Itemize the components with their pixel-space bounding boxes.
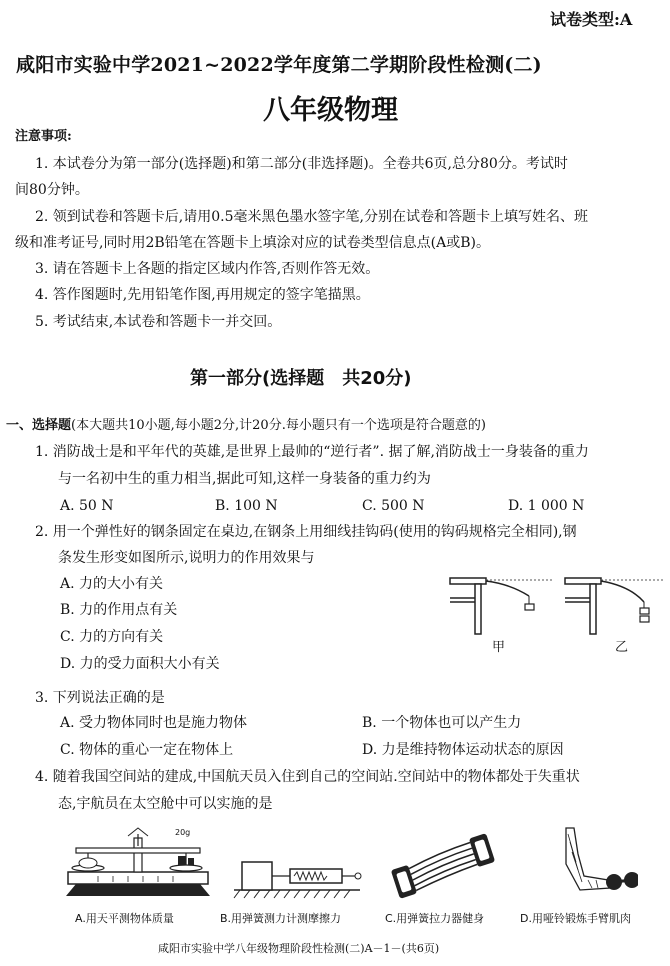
q4-caption-b: B.用弹簧测力计测摩擦力 <box>220 912 342 925</box>
q2-option-a: A. 力的大小有关 <box>60 576 164 592</box>
paper-type-label: 试卷类型:A <box>550 10 633 29</box>
q2-figure-label-yi: 乙 <box>615 640 629 655</box>
q4-caption-c: C.用弹簧拉力器健身 <box>385 912 485 925</box>
note-4: 4. 答作图题时,先用铅笔作图,再用规定的签字笔描黑。 <box>35 287 370 303</box>
exam-title: 咸阳市实验中学2021~2022学年度第二学期阶段性检测(二) <box>16 54 542 76</box>
q4-stem-line-1: 4. 随着我国空间站的建成,中国航天员入住到自己的空间站.空间站中的物体都处于失重状 <box>35 769 580 785</box>
q1-option-d: D. 1 000 N <box>508 498 585 514</box>
q2-option-d: D. 力的受力面积大小有关 <box>60 656 220 672</box>
subject-title: 八年级物理 <box>263 95 398 126</box>
q3-option-c: C. 物体的重心一定在物体上 <box>60 742 234 758</box>
q4-caption-d: D.用哑铃锻炼手臂肌肉 <box>520 912 631 925</box>
q2-figure-yi <box>560 572 670 662</box>
q3-option-a: A. 受力物体同时也是施力物体 <box>60 715 248 731</box>
q3-stem: 3. 下列说法正确的是 <box>35 690 165 706</box>
notes-heading: 注意事项: <box>15 129 72 144</box>
q4-figure-spring-scale <box>232 848 362 903</box>
q2-option-b: B. 力的作用点有关 <box>60 602 178 618</box>
section-label: 一、选择题 <box>6 418 72 433</box>
q4-balance-weight-label: 20g <box>175 828 191 837</box>
note-5: 5. 考试结束,本试卷和答题卡一并交回。 <box>35 314 282 330</box>
q1-stem-line-2: 与一名初中生的重力相当,据此可知,这样一身装备的重力约为 <box>58 471 431 487</box>
part-1-title: 第一部分(选择题 共20分) <box>190 368 412 389</box>
q2-option-c: C. 力的方向有关 <box>60 629 164 645</box>
q4-stem-line-2: 态,宇航员在太空舱中可以实施的是 <box>58 796 273 812</box>
q4-figure-dumbbell <box>548 824 638 904</box>
page-footer: 咸阳市实验中学八年级物理阶段性检测(二)A－1－(共6页) <box>158 942 440 955</box>
q1-option-c: C. 500 N <box>362 498 425 514</box>
q2-figure-jia <box>445 572 555 662</box>
q1-stem-line-1: 1. 消防战士是和平年代的英雄,是世界上最帅的“逆行者”. 据了解,消防战士一身装备的重力 <box>35 444 589 460</box>
q3-option-b: B. 一个物体也可以产生力 <box>362 715 522 731</box>
note-2-line-2: 级和准考证号,同时用2B铅笔在答题卡上填涂对应的试卷类型信息点(A或B)。 <box>15 235 490 251</box>
note-3: 3. 请在答题卡上各题的指定区域内作答,否则作答无效。 <box>35 261 380 277</box>
q2-figure-label-jia: 甲 <box>492 640 506 655</box>
q1-option-a: A. 50 N <box>60 498 114 514</box>
q2-stem-line-2: 条发生形变如图所示,说明力的作用效果与 <box>58 550 315 566</box>
q4-figure-balance <box>58 824 223 904</box>
note-1-line-1: 1. 本试卷分为第一部分(选择题)和第二部分(非选择题)。全卷共6页,总分80分。考试时 <box>35 156 568 172</box>
q2-stem-line-1: 2. 用一个弹性好的钢条固定在桌边,在钢条上用细线挂钩码(使用的钩码规格完全相同),钢 <box>35 524 577 540</box>
q1-option-b: B. 100 N <box>215 498 278 514</box>
q4-figure-chest-expander <box>388 826 498 906</box>
section-description: (本大题共10小题,每小题2分,计20分.每小题只有一个选项是符合题意的) <box>71 418 486 433</box>
section-heading <box>6 416 486 436</box>
note-1-line-2: 间80分钟。 <box>15 182 89 198</box>
q3-option-d: D. 力是维持物体运动状态的原因 <box>362 742 564 758</box>
q4-caption-a: A.用天平测物体质量 <box>75 912 174 925</box>
note-2-line-1: 2. 领到试卷和答题卡后,请用0.5毫米黑色墨水签字笔,分别在试卷和答题卡上填写姓名、班 <box>35 209 588 225</box>
